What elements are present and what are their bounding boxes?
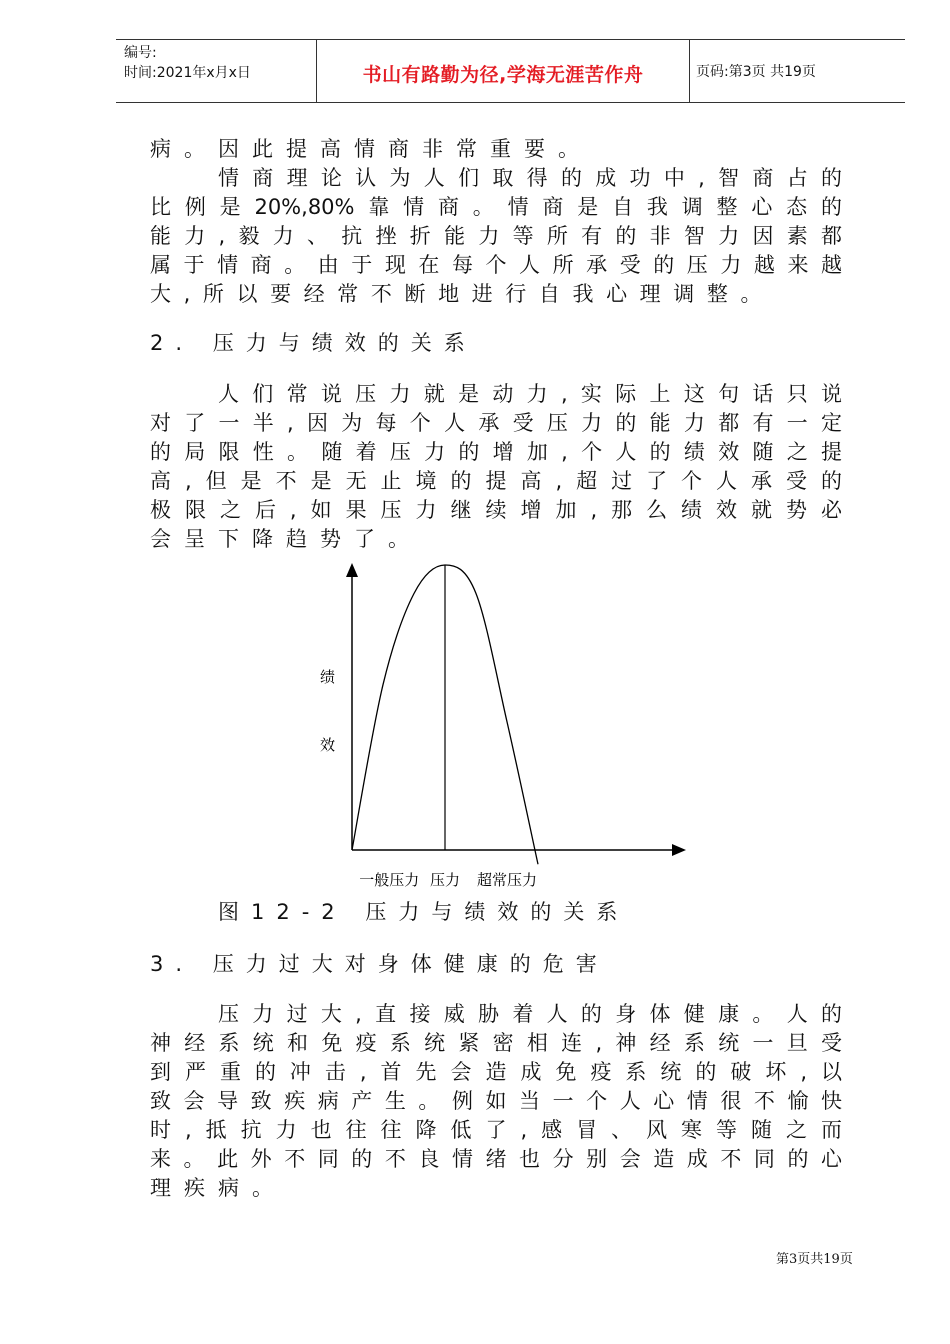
x-axis-arrow [672,844,686,856]
paragraph-line: 极限之后,如果压力继续增加,那么绩效就势必 [150,498,842,522]
figure-caption: 图12-2 压力与绩效的关系 [218,900,630,924]
paragraph-line: 病。因此提高情商非常重要。 [150,137,592,161]
number-label: 编号: [124,45,157,61]
paragraph-line: 会呈下降趋势了。 [150,527,422,551]
paragraph-line: 的局限性。随着压力的增加,个人的绩效随之提 [150,440,842,464]
paragraph-line: 神经系统和免疫系统紧密相连,神经系统一旦受 [150,1031,842,1055]
paragraph-line: 能力,毅力、抗挫折能力等所有的非智力因素都 [150,224,842,248]
pressure-performance-chart [310,555,700,895]
header-motto-cell [317,40,690,102]
paragraph-line: 对了一半,因为每个人承受压力的能力都有一定 [150,411,842,435]
y-axis-label-char: 绩 [320,668,336,686]
x-tick-label: 超常压力 [476,871,538,889]
paragraph-line: 时,抵抗力也往往降低了,感冒、风寒等随之而 [150,1118,842,1142]
y-axis-arrow [346,563,358,577]
paragraph-line: 理疾病。 [150,1176,286,1200]
paragraph-line: 属于情商。由于现在每个人所承受的压力越来越 [150,253,842,277]
paragraph-line: 压力过大,直接威胁着人的身体健康。人的 [218,1002,842,1026]
x-tick-label: 一般压力 [359,871,420,889]
section-heading: 2. 压力与绩效的关系 [150,331,477,355]
section-heading: 3. 压力过大对身体健康的危害 [150,952,609,976]
y-axis-label-char: 效 [320,736,336,754]
paragraph-line: 大,所以要经常不断地进行自我心理调整。 [150,282,775,306]
paragraph-line: 来。此外不同的不良情绪也分别会造成不同的心 [150,1147,842,1171]
paragraph-line: 致会导致疾病产生。例如当一个人心情很不愉快 [150,1089,842,1113]
motto-text: 书山有路勤为径,学海无涯苦作舟 [362,64,644,86]
header-meta-cell [116,40,317,102]
header-page-cell [690,40,904,102]
paragraph-line: 情商理论认为人们取得的成功中,智商占的 [218,166,842,190]
page-header [116,39,905,103]
page-footer: 第3页共19页 [776,1252,853,1267]
time-label: 时间:2021年x月x日 [124,65,251,81]
paragraph-line: 比例是20%,80%靠情商。情商是自我调整心态的 [150,195,842,219]
paragraph-line: 到严重的冲击,首先会造成免疫系统的破坏,以 [150,1060,842,1084]
paragraph-line: 人们常说压力就是动力,实际上这句话只说 [218,382,842,406]
paragraph-line: 高,但是不是无止境的提高,超过了个人承受的 [150,469,842,493]
x-tick-label: 压力 [429,871,461,889]
page-number-label: 页码:第3页 共19页 [696,64,816,80]
